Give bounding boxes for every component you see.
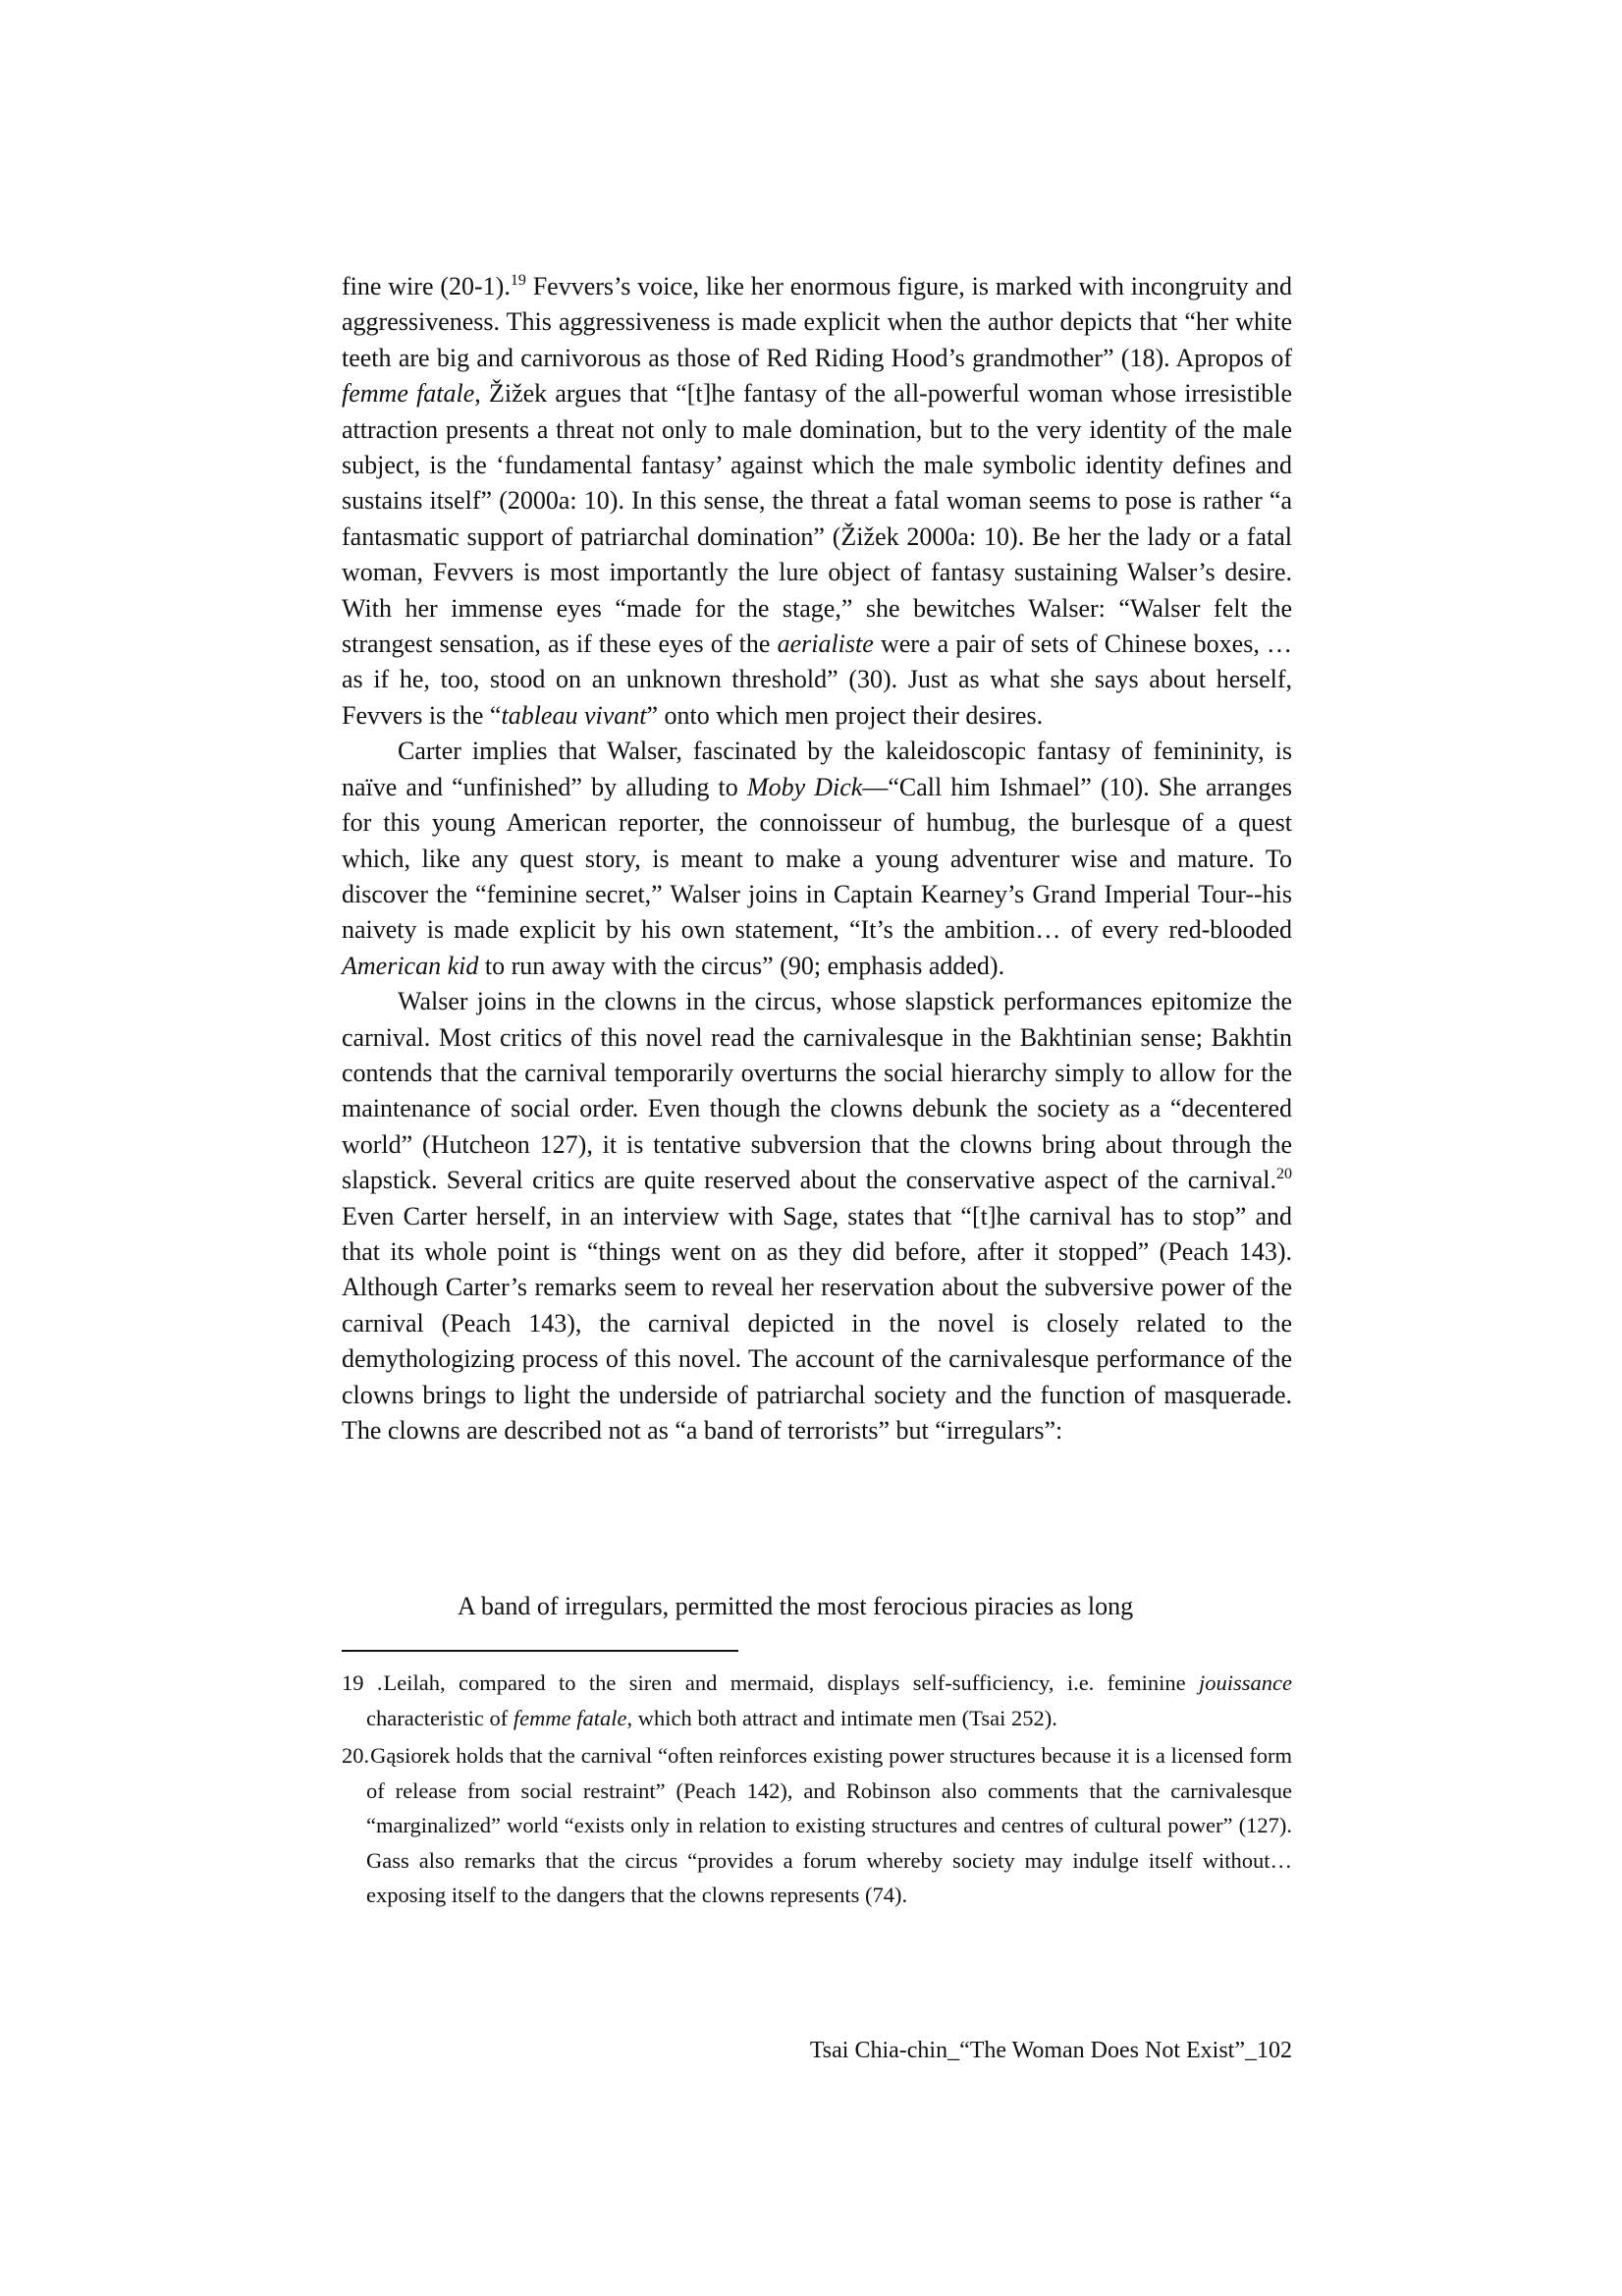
text-run: Walser joins in the clowns in the circus, whose slapstick performances epitomize the carnival. Most critics of this novel read the carnivalesque in the Bakhtinian sense; Bakhtin contends that the carnival temporarily overturns the social hierarchy simply to allow for the maintenance of social order. Even though the clowns debunk the society as a “decentered world” (Hutcheon 127), it is tentative subversion that the clowns bring about through the slapstick. Several critics are quite reserved about the conservative aspect of the carnival. bbox=[342, 987, 1292, 1195]
text-run: ” onto which men project their desires. bbox=[646, 700, 1044, 730]
footnote-20 bbox=[342, 1738, 1292, 1913]
text-run: , Žižek argues that “[t]he fantasy of the all-powerful woman whose irresistible attraction presents a threat not only to male domination, but to the very identity of the male subject, is the ‘fundamental fantasy’ against which the male symbolic identity defines and sustains itself” (2000a: 10). In this sense, the threat a fatal woman seems to pose is rather “a fantasmatic support of patriarchal domination” (Žižek 2000a: 10). Be her the lady or a fatal woman, Fevvers is most importantly the lure object of fantasy sustaining Walser’s desire. With her immense eyes “made for the stage,” she bewitches Walser: “Walser felt the strangest sensation, as if these eyes of the bbox=[342, 379, 1292, 659]
footnote-19 bbox=[342, 1666, 1292, 1735]
footnote-ref-19[interactable]: 19 bbox=[510, 272, 526, 289]
paragraph-1 bbox=[342, 269, 1292, 734]
italic-term: femme fatale bbox=[342, 379, 475, 409]
text-run: characteristic of bbox=[366, 1705, 514, 1730]
text-run: to run away with the circus” (90; emphasis added). bbox=[478, 951, 1005, 980]
text-run: Gąsiorek holds that the carnival “often reinforces existing power structures because it is a licensed form of release from social restraint” (Peach 142), and Robinson also comments that the carnivalesque “marginalized” world “exists only in relation to existing structures and centres of cultural power” (127). Gass also remarks that the circus “provides a forum whereby society may indulge itself without… exposing itself to the dangers that the clowns represents (74). bbox=[366, 1743, 1292, 1907]
italic-term: aerialiste bbox=[777, 629, 874, 659]
text-run: were a pair of sets of Chinese boxes, … as if he, too, stood on an unknown threshold” (30). Just as what she says about herself, Fevvers is the “ bbox=[342, 629, 1292, 730]
italic-term: tableau vivant bbox=[501, 700, 647, 730]
text-run: Even Carter herself, in an interview with Sage, states that “[t]he carnival has to stop” and that its whole point is “things went on as they did before, after it stopped” (Peach 143). Although Carter’s remarks seem to reveal her reservation about the subversive power of the carnival (Peach 143), the carnival depicted in the novel is closely related to the demythologizing process of this novel. The account of the carnivalesque performance of the clowns brings to light the underside of patriarchal society and the function of masquerade. The clowns are described not as “a band of terrorists” but “irregulars”: bbox=[342, 1201, 1292, 1445]
text-run: Fevvers’s voice, like her enormous figure, is marked with incongruity and aggressiveness. This aggressiveness is made explicit when the author depicts that “her white teeth are big and carnivorous as those of Red Riding Hood’s grandmother” (18). Apropos of bbox=[342, 272, 1292, 372]
running-footer: Tsai Chia-chin_“The Woman Does Not Exist”_102 bbox=[809, 2038, 1292, 2063]
footnote-number: 20. bbox=[342, 1743, 370, 1768]
footnote-ref-20[interactable]: 20 bbox=[1276, 1166, 1292, 1183]
footnotes bbox=[342, 1666, 1292, 1916]
footnote-separator bbox=[342, 1650, 738, 1652]
italic-title: Moby Dick bbox=[746, 772, 863, 801]
paragraph-2 bbox=[342, 734, 1292, 984]
body-text bbox=[342, 269, 1292, 1449]
text-run: fine wire (20-1). bbox=[342, 272, 511, 301]
footnote-number: 19 . bbox=[342, 1670, 383, 1695]
text-run: Carter implies that Walser, fascinated by the kaleidoscopic fantasy of femininity, is naïve and “unfinished” by alluding to bbox=[342, 737, 1292, 801]
text-run: , which both attract and intimate men (Tsai 252). bbox=[626, 1705, 1057, 1730]
block-quote: A band of irregulars, permitted the most ferocious piracies as long bbox=[458, 1592, 1134, 1620]
text-run: —“Call him Ishmael” (10). She arranges for this young American reporter, the connoisseur of humbug, the burlesque of a quest which, like any quest story, is meant to make a young adventurer wise and mature. To discover the “feminine secret,” Walser joins in Captain Kearney’s Grand Imperial Tour--his naivety is made explicit by his own statement, “It’s the ambition… of every red-blooded bbox=[342, 772, 1293, 945]
italic-term: femme fatale bbox=[513, 1705, 627, 1730]
italic-term: American kid bbox=[342, 951, 479, 980]
text-run: Leilah, compared to the siren and mermaid, displays self-sufficiency, i.e. feminine bbox=[383, 1670, 1199, 1695]
paragraph-3 bbox=[342, 984, 1292, 1449]
italic-term: jouissance bbox=[1199, 1670, 1292, 1695]
